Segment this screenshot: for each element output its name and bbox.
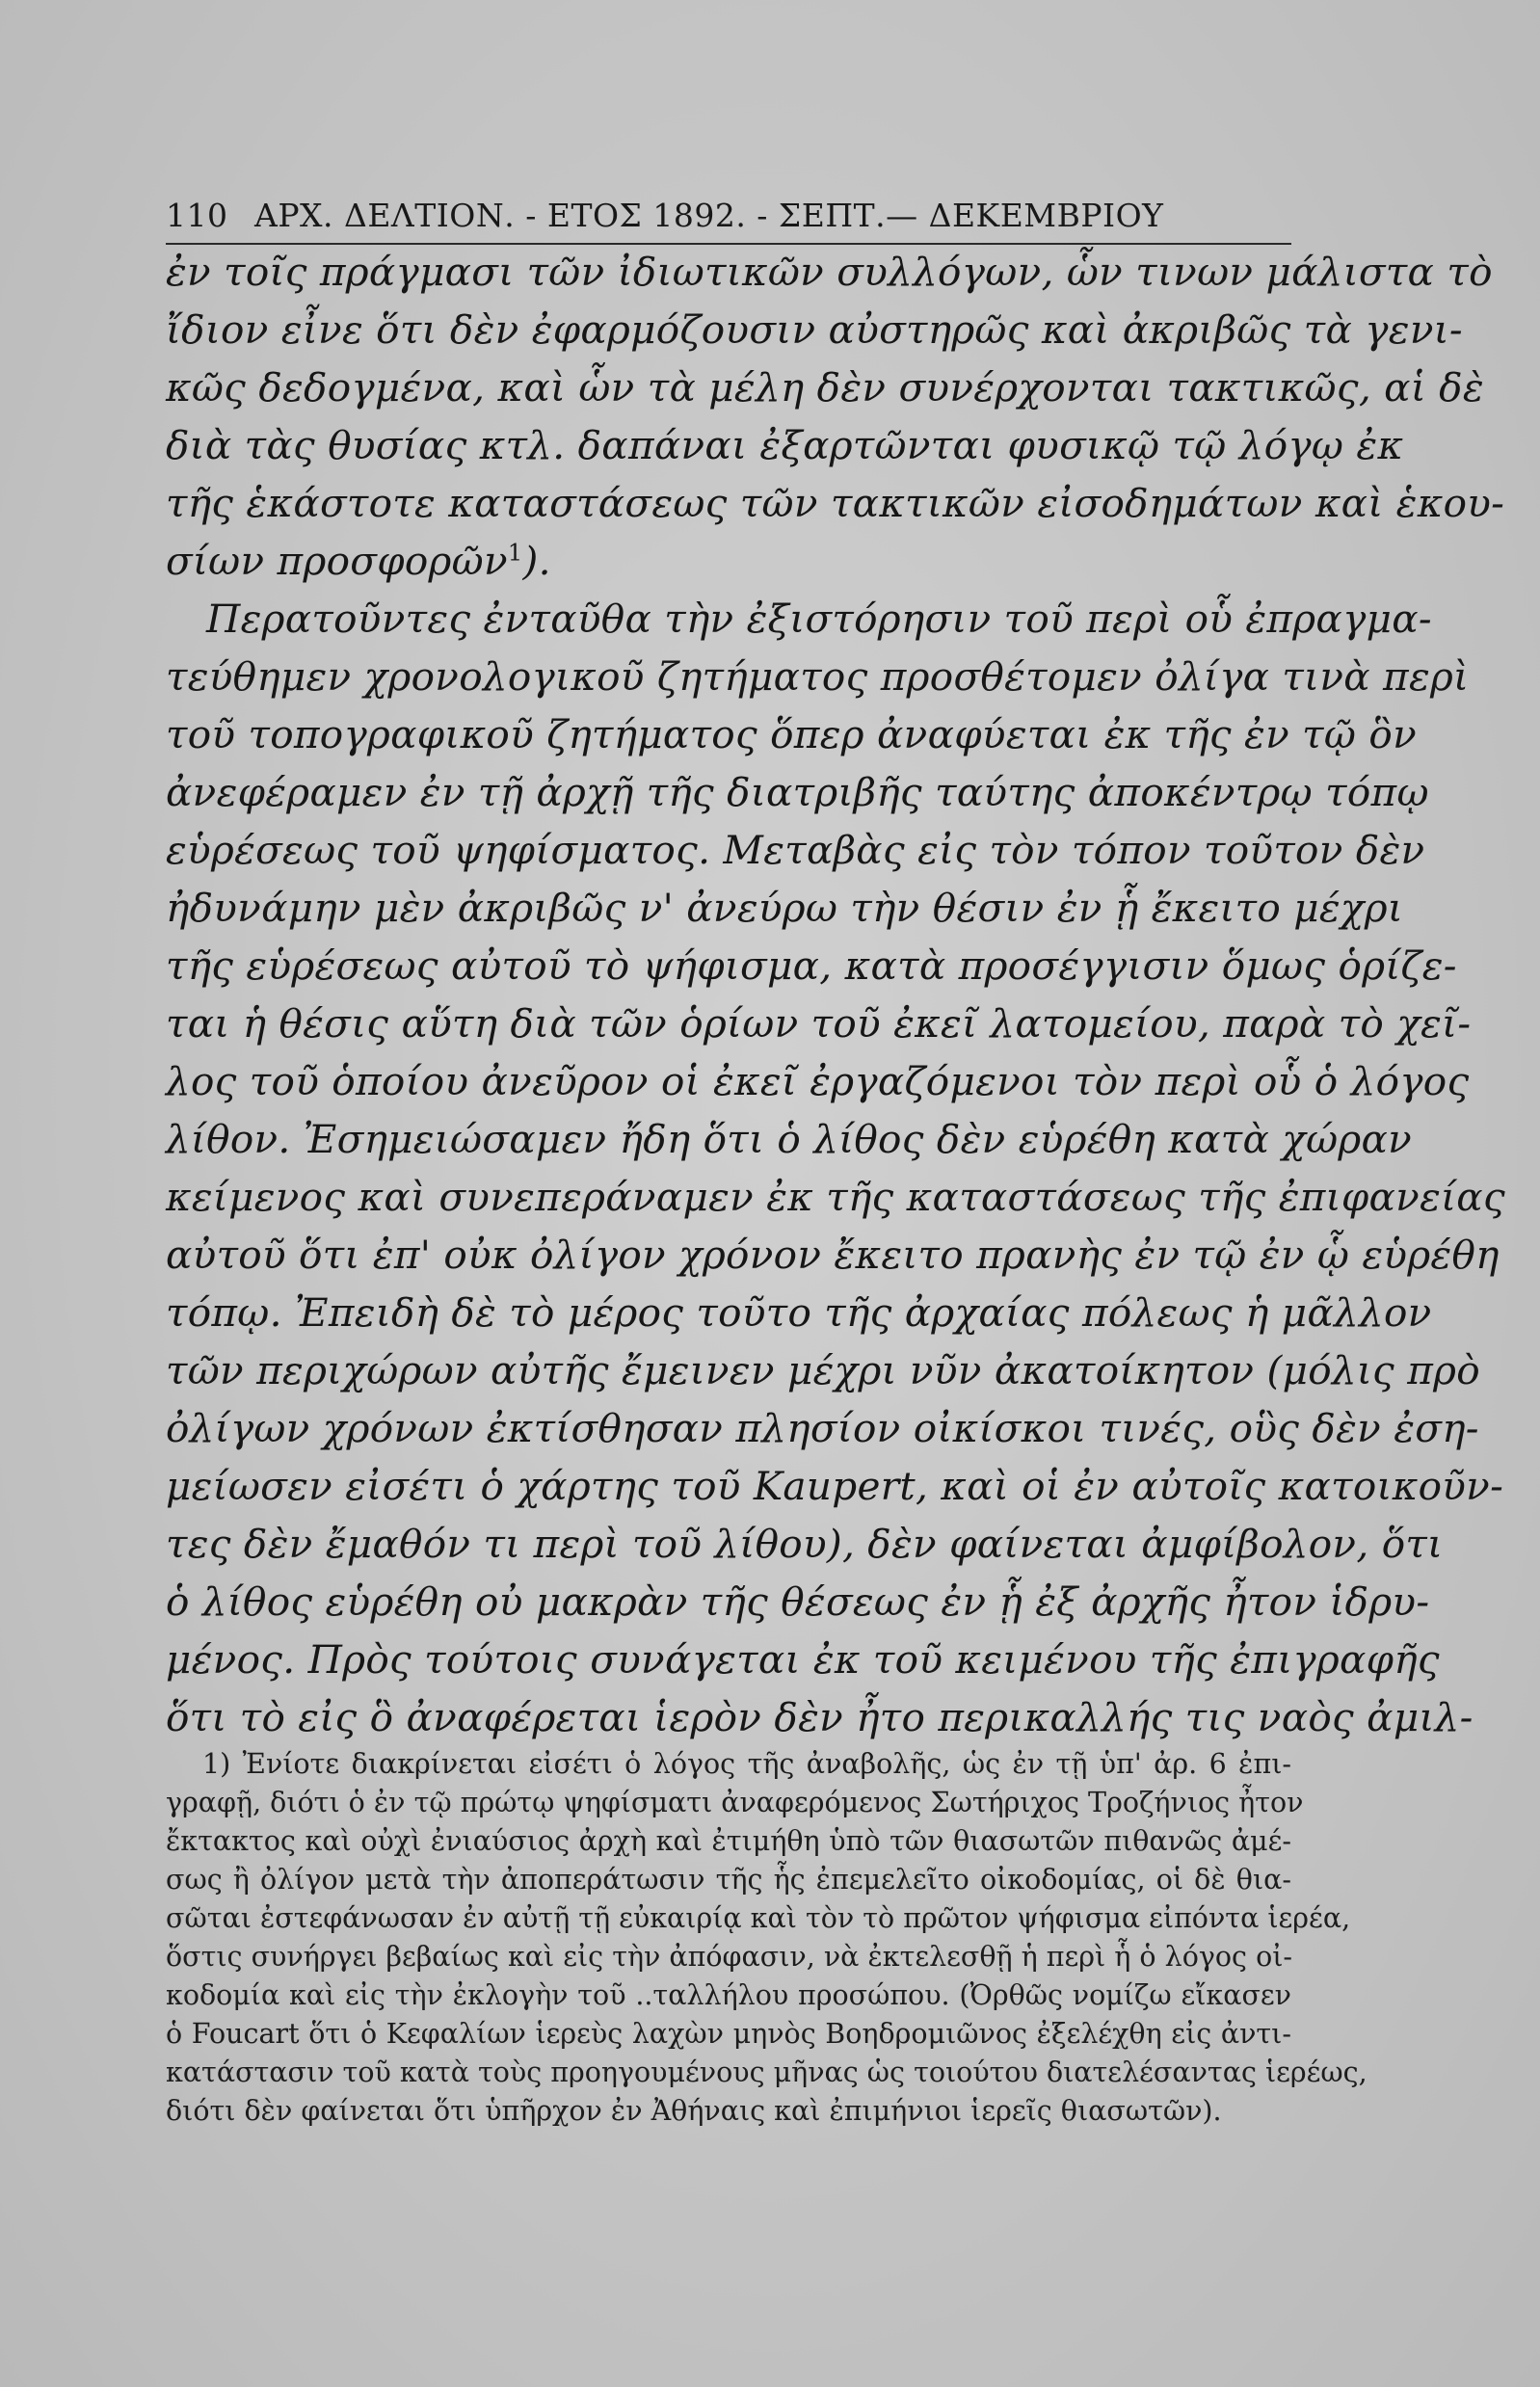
footnote-line: σως ἢ ὀλίγον μετὰ τὴν ἀποπεράτωσιν τῆς ἧς ἐπεμελεῖτο οἰκοδομίας, οἱ δὲ θια-: [166, 1864, 1291, 1896]
text-line-content: σίων προσφορῶν: [166, 538, 508, 584]
text-line: τῆς εὑρέσεως αὐτοῦ τὸ ψήφισμα, κατὰ προσέγγισιν ὅμως ὁρίζε-: [166, 942, 1457, 989]
footnote-line: γραφῇ, διότι ὁ ἐν τῷ πρώτῳ ψηφίσματι ἀναφερόμενος Σωτήριχος Τροζήνιος ἦτον: [166, 1787, 1304, 1818]
footnote-line: σῶται ἐστεφάνωσαν ἐν αὐτῇ τῇ εὐκαιρίᾳ καὶ τὸν τὸ πρῶτον ψήφισμα εἰπόντα ἱερέα,: [166, 1902, 1351, 1934]
text-line: ἠδυνάμην μὲν ἀκριβῶς ν' ἀνεύρω τὴν θέσιν ἐν ᾗ ἔκειτο μέχρι: [166, 885, 1404, 931]
text-line: ὅτι τὸ εἰς ὃ ἀναφέρεται ἱερὸν δὲν ἦτο περικαλλής τις ναὸς ἀμιλ-: [166, 1694, 1474, 1740]
text-line: λίθον. Ἐσημειώσαμεν ἤδη ὅτι ὁ λίθος δὲν εὑρέθη κατὰ χώραν: [166, 1116, 1413, 1162]
text-line: εὑρέσεως τοῦ ψηφίσματος. Μεταβὰς εἰς τὸν τόπον τοῦτον δὲν: [166, 827, 1425, 873]
footnote-line: ὁ Foucart ὅτι ὁ Κεφαλίων ἱερεὺς λαχὼν μηνὸς Βοηδρομιῶνος ἐξελέχθη εἰς ἀντι-: [166, 2018, 1291, 2050]
text-line: τόπῳ. Ἐπειδὴ δὲ τὸ μέρος τοῦτο τῆς ἀρχαίας πόλεως ἡ μᾶλλον: [166, 1289, 1432, 1336]
footnote-line: κατάστασιν τοῦ κατὰ τοὺς προηγουμένους μῆνας ὡς τοιούτου διατελέσαντας ἱερέως,: [166, 2056, 1367, 2088]
text-line: μείωσεν εἰσέτι ὁ χάρτης τοῦ Kaupert, καὶ οἱ ἐν αὐτοῖς κατοικοῦν-: [166, 1463, 1504, 1509]
text-line: ὁ λίθος εὑρέθη οὐ μακρὰν τῆς θέσεως ἐν ᾗ ἐξ ἀρχῆς ἦτον ἱδρυ-: [166, 1578, 1430, 1625]
footnote-line: ὅστις συνήργει βεβαίως καὶ εἰς τὴν ἀπόφασιν, νὰ ἐκτελεσθῇ ἡ περὶ ἧ ὁ λόγος οἰ-: [166, 1941, 1293, 1973]
text-line: μένος. Πρὸς τούτοις συνάγεται ἐκ τοῦ κειμένου τῆς ἐπιγραφῆς: [166, 1636, 1440, 1683]
footnote-line: ἔκτακτος καὶ οὐχὶ ἐνιαύσιος ἀρχὴ καὶ ἐτιμήθη ὑπὸ τῶν θιασωτῶν πιθανῶς ἀμέ-: [166, 1825, 1291, 1857]
footnote-line: 1) Ἐνίοτε διακρίνεται εἰσέτι ὁ λόγος τῆς ἀναβολῆς, ὡς ἐν τῇ ὑπ' ἀρ. 6 ἐπι-: [202, 1748, 1291, 1780]
page-number: 110: [166, 197, 228, 234]
text-line: λος τοῦ ὁποίου ἀνεῦρον οἱ ἐκεῖ ἐργαζόμενοι τὸν περὶ οὗ ὁ λόγος: [166, 1058, 1470, 1104]
text-line: ἀνεφέραμεν ἐν τῇ ἀρχῇ τῆς διατριβῆς ταύτης ἀποκέντρῳ τόπῳ: [166, 769, 1429, 815]
text-line: ὀλίγων χρόνων ἐκτίσθησαν πλησίον οἰκίσκοι τινές, οὓς δὲν ἐση-: [166, 1405, 1479, 1451]
text-line: ται ἡ θέσις αὕτη διὰ τῶν ὁρίων τοῦ ἐκεῖ λατομείου, παρὰ τὸ χεῖ-: [166, 1000, 1472, 1047]
text-line: αὐτοῦ ὅτι ἐπ' οὐκ ὀλίγον χρόνον ἔκειτο πρανὴς ἐν τῷ ἐν ᾧ εὑρέθη: [166, 1232, 1500, 1278]
text-line: κῶς δεδογμένα, καὶ ὧν τὰ μέλη δὲν συνέρχονται τακτικῶς, αἱ δὲ: [166, 364, 1484, 411]
text-line: κείμενος καὶ συνεπεράναμεν ἐκ τῆς καταστάσεως τῆς ἐπιφανείας: [166, 1174, 1505, 1220]
running-header: [166, 189, 1291, 235]
text-line: διὰ τὰς θυσίας κτλ. δαπάναι ἐξαρτῶνται φυσικῷ τῷ λόγῳ ἐκ: [166, 422, 1404, 468]
footnote-ref: 1: [507, 539, 523, 567]
text-line: ἴδιον εἶνε ὅτι δὲν ἐφαρμόζουσιν αὐστηρῶς καὶ ἀκριβῶς τὰ γενι-: [166, 306, 1463, 353]
text-line-paragraph-end: σίων προσφορῶν$^1$).: [166, 538, 551, 584]
footnote-line: διότι δὲν φαίνεται ὅτι ὑπῆρχον ἐν Ἀθήναις καὶ ἐπιμήνιοι ἱερεῖς θιασωτῶν).: [166, 2095, 1222, 2127]
header-rule: [166, 243, 1291, 245]
text-line: τεύθημεν χρονολογικοῦ ζητήματος προσθέτομεν ὀλίγα τινὰ περὶ: [166, 653, 1470, 700]
running-title: ΑΡΧ. ΔΕΛΤΙΟΝ. - ΕΤΟΣ 1892. - ΣΕΠΤ.— ΔΕΚΕΜΒΡΙΟΥ: [254, 197, 1164, 234]
text-line: τες δὲν ἔμαθόν τι περὶ τοῦ λίθου), δὲν φαίνεται ἀμφίβολον, ὅτι: [166, 1521, 1444, 1567]
footnote-line: κοδομία καὶ εἰς τὴν ἐκλογὴν τοῦ ..ταλλήλου προσώπου. (Ὀρθῶς νομίζω εἴκασεν: [166, 1979, 1291, 2011]
text-line: ἐν τοῖς πράγμασι τῶν ἰδιωτικῶν συλλόγων, ὧν τινων μάλιστα τὸ: [166, 249, 1493, 295]
text-line: τοῦ τοπογραφικοῦ ζητήματος ὅπερ ἀναφύεται ἐκ τῆς ἐν τῷ ὃν: [166, 711, 1417, 757]
text-line: τῶν περιχώρων αὐτῆς ἔμεινεν μέχρι νῦν ἀκατοίκητον (μόλις πρὸ: [166, 1347, 1480, 1393]
text-line-paragraph-start: Περατοῦντες ἐνταῦθα τὴν ἐξιστόρησιν τοῦ περὶ οὗ ἐπραγμα-: [206, 596, 1432, 642]
text-line: τῆς ἑκάστοτε καταστάσεως τῶν τακτικῶν εἰσοδημάτων καὶ ἑκου-: [166, 480, 1505, 526]
